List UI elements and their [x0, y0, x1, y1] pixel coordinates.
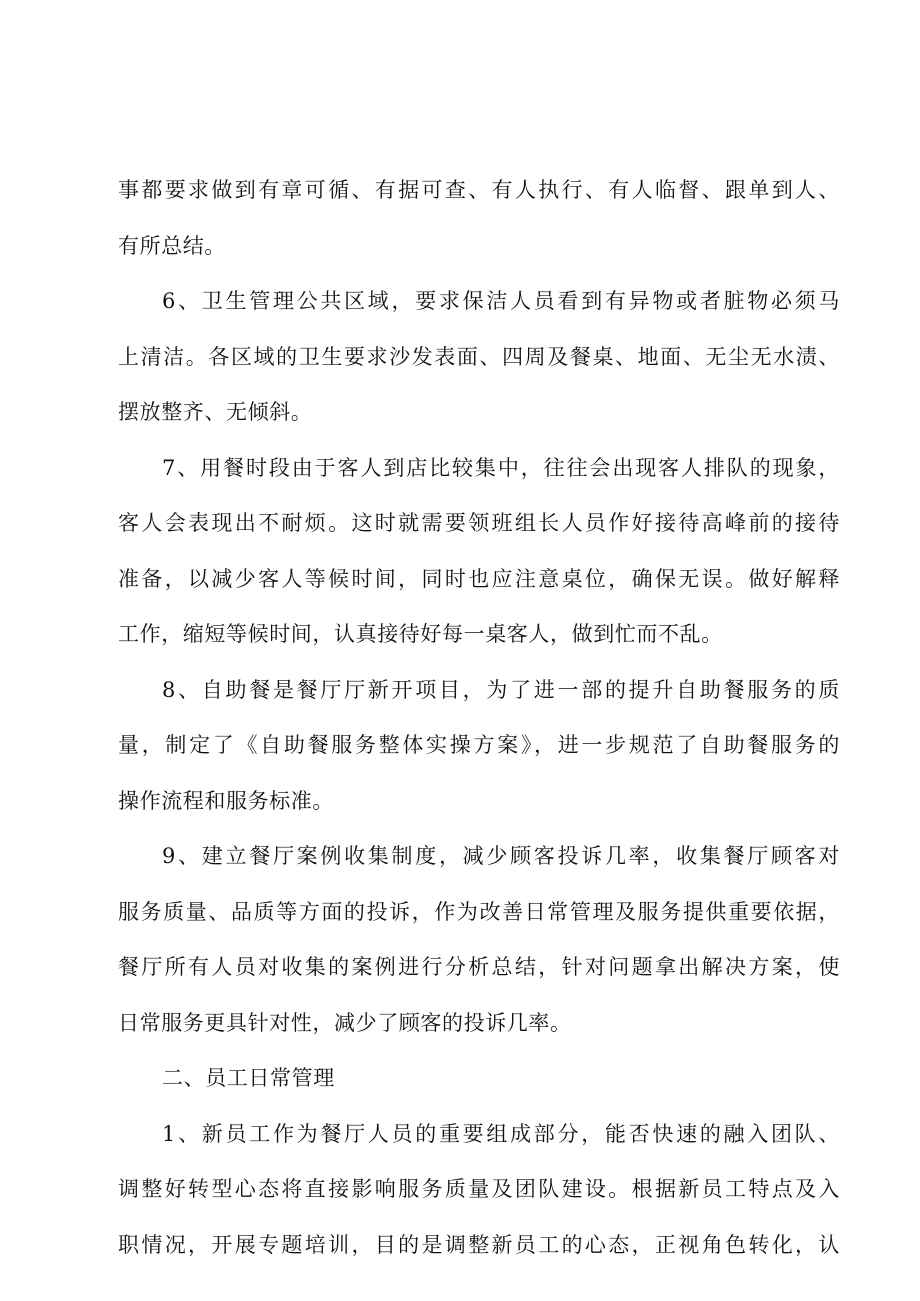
paragraph-continuation: [118, 163, 840, 274]
paragraph-item-7: [118, 441, 840, 663]
text-line: 摆放整齐、无倾斜。: [118, 400, 313, 424]
text-line: 操作流程和服务标准。: [118, 788, 334, 813]
text-line: 上清洁。各区域的卫生要求沙发表面、四周及餐桌、地面、无尘无水渍、: [118, 344, 840, 369]
text-line: 工作，缩短等候时间，认真接待好每一桌客人，做到忙而不乱。: [118, 622, 723, 646]
paragraph-item-1: [118, 1107, 840, 1274]
text-line: 量，制定了《自助餐服务整体实操方案》，进一步规范了自助餐服务的: [118, 733, 840, 757]
paragraph-item-9: [118, 829, 840, 1051]
text-line: 职情况，开展专题培训，目的是调整新员工的心态，正视角色转化，认: [118, 1232, 840, 1257]
text-line: 1、新员工作为餐厅人员的重要组成部分，能否快速的融入团队、: [162, 1121, 840, 1146]
text-line: 准备，以减少客人等候时间，同时也应注意桌位，确保无误。做好解释: [118, 566, 840, 591]
text-line: 7、用餐时段由于客人到店比较集中，往往会出现客人排队的现象，: [162, 455, 840, 480]
text-line: 8、自助餐是餐厅厅新开项目，为了进一部的提升自助餐服务的质: [162, 677, 840, 702]
text-line: 调整好转型心态将直接影响服务质量及团队建设。根据新员工特点及入: [118, 1177, 840, 1201]
text-line: 6、卫生管理公共区域，要求保洁人员看到有异物或者脏物必须马: [162, 289, 840, 313]
text-line: 有所总结。: [118, 233, 226, 258]
text-line: 服务质量、品质等方面的投诉，作为改善日常管理及服务提供重要依据，: [118, 899, 840, 924]
text-line: 餐厅所有人员对收集的案例进行分析总结，针对问题拿出解决方案，使: [118, 955, 840, 979]
text-line: 客人会表现出不耐烦。这时就需要领班组长人员作好接待高峰前的接待: [118, 511, 840, 535]
document-body: [118, 163, 840, 1273]
text-line: 事都要求做到有章可循、有据可查、有人执行、有人临督、跟单到人、: [118, 178, 840, 202]
text-line: 9、建立餐厅案例收集制度，减少顾客投诉几率，收集餐厅顾客对: [162, 844, 840, 868]
section-heading-text: 二、员工日常管理: [162, 1066, 335, 1090]
section-heading: [118, 1051, 840, 1107]
paragraph-item-8: [118, 663, 840, 830]
paragraph-item-6: [118, 274, 840, 441]
text-line: 日常服务更具针对性，减少了顾客的投诉几率。: [118, 1010, 572, 1035]
